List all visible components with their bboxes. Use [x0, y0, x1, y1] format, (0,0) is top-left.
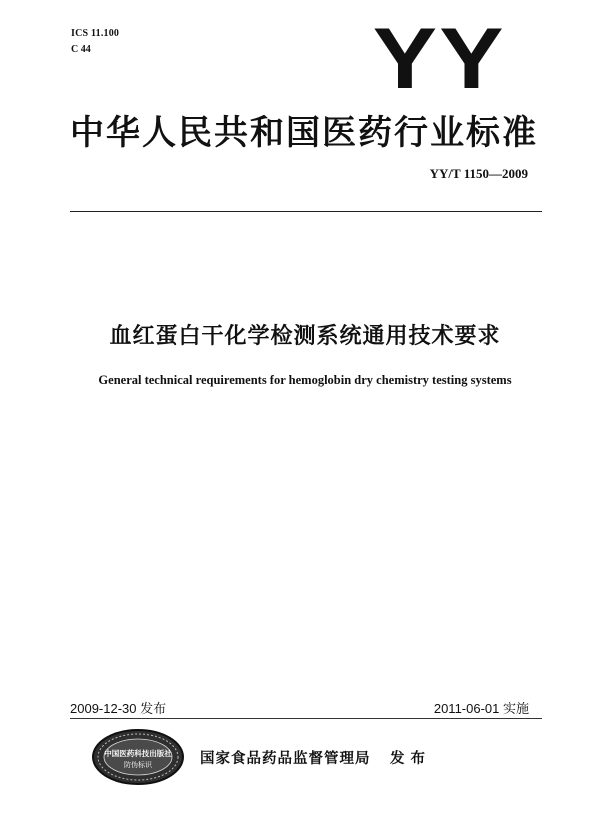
standard-authority-title: 中华人民共和国医药行业标准 — [70, 113, 538, 153]
implementation-date: 2011-06-01 实施 — [433, 701, 529, 716]
header-divider — [70, 211, 542, 212]
document-title-english: General technical requirements for hemoglobin dry chemistry testing systems — [98, 373, 512, 387]
seal-text-line1: 中国医药科技出版社 — [104, 749, 172, 758]
document-title-chinese: 血红蛋白干化学检测系统通用技术要求 — [109, 324, 501, 349]
standard-number: YY/T 1150—2009 — [429, 166, 528, 181]
publish-label: 发布 — [390, 751, 431, 767]
publisher-name: 国家食品药品监督管理局 — [200, 751, 371, 767]
seal-text-line2: 防伪标识 — [124, 761, 152, 769]
seal-graphic — [91, 728, 185, 786]
classification-code: C 44 — [71, 44, 91, 55]
issue-date: 2009-12-30 发布 — [70, 701, 167, 716]
footer-divider — [70, 718, 542, 719]
ics-code: ICS 11.100 — [71, 28, 120, 39]
anti-counterfeit-seal-icon — [91, 728, 185, 786]
yy-logo: YY — [373, 11, 506, 107]
